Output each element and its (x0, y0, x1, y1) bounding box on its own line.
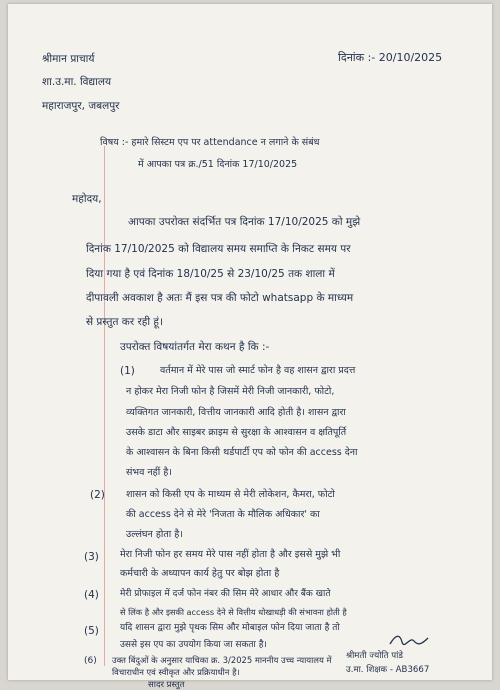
point-line: उसके डाटा और साइबर क्राइम से सुरक्षा के आश्वासन व क्षतिपूर्ति (126, 427, 347, 438)
addressee-line-2: शा.उ.मा. विद्यालय (42, 76, 112, 88)
point-number: (5) (84, 625, 99, 637)
signatory-designation: उ.मा. शिक्षक - AB3667 (346, 665, 430, 675)
addressee-line-3: महाराजपुर, जबलपुर (42, 100, 120, 112)
point-line: की access देने से मेरे 'निजता के मौलिक अधिकार' का (126, 509, 320, 520)
signatory-name: श्रीमती ज्योति पांडे (346, 651, 403, 661)
intro-line: आपका उपरोक्त संदर्भित पत्र दिनांक 17/10/2025 को मुझे (128, 216, 361, 228)
point-line: न होकर मेरा निजी फोन है जिसमें मेरी निजी जानकारी, फोटो, (126, 386, 335, 397)
point-line: मेरी प्रोफाइल में दर्ज फोन नंबर की सिम मेरे आधार और बैंक खाते (120, 589, 331, 599)
point-number: (4) (84, 589, 99, 601)
margin-line (104, 146, 105, 666)
point-line: यदि शासन द्वारा मुझे पृथक सिम और मोबाइल फोन दिया जाता है तो (120, 623, 340, 633)
intro-line: से प्रस्तुत कर रही हूं। (86, 316, 163, 328)
subject-line-1: विषय :- हमारे सिस्टम एप पर attendance न लगाने के संबंध (100, 137, 320, 148)
point-number: (6) (84, 656, 97, 666)
letter-page (8, 4, 492, 690)
point-line: के आश्वासन के बिना किसी थर्डपार्टी एप को फोन की access देना (126, 447, 358, 458)
point-number: (2) (90, 489, 105, 501)
point-line: वर्तमान में मेरे पास जो स्मार्ट फोन है वह शासन द्वारा प्रदत्त (160, 365, 356, 376)
handwritten-signature (388, 632, 430, 648)
point-line: शासन को किसी एप के माध्यम से मेरी लोकेशन, कैमरा, फोटो (126, 489, 335, 500)
salutation: महोदय, (72, 193, 102, 205)
intro-line: दीपावली अवकाश है अतः मैं इस पत्र की फोटो whatsapp के माध्यम (86, 292, 354, 304)
point-line: उससे इस एप का उपयोग किया जा सकता है। (120, 640, 267, 650)
addressee-line-1: श्रीमान प्राचार्य (42, 53, 95, 65)
point-line: मेरा निजी फोन हर समय मेरे पास नहीं होता है और इससे मुझे भी (120, 549, 341, 560)
statement-heading: उपरोक्त विषयांतर्गत मेरा कथन है कि :- (120, 341, 270, 353)
closing-text: सादर प्रस्तुत (148, 680, 185, 690)
letter-date: दिनांक :- 20/10/2025 (338, 51, 443, 64)
point-number: (3) (84, 551, 99, 563)
point-line: विचाराधीन एवं स्वीकृत और प्रक्रियाधीन है। (112, 667, 240, 677)
point-line: कर्मचारी के अध्यापन कार्य हेतु पर बोझ होता है (120, 568, 280, 579)
point-number: (1) (120, 365, 135, 377)
intro-line: दिनांक 17/10/2025 को विद्यालय समय समाप्ति के निकट समय पर (86, 243, 351, 255)
point-line: से लिंक है और इसकी access देने से वित्तीय धोखाधड़ी की संभावना होती है (120, 607, 347, 617)
point-line: उल्लंघन होता है। (126, 529, 183, 540)
subject-line-2: में आपका पत्र क्र./51 दिनांक 17/10/2025 (138, 159, 298, 170)
point-line: उक्त बिंदुओं के अनुसार याचिका क्र. 3/2025 माननीय उच्च न्यायालय में (112, 655, 332, 665)
point-line: व्यक्तिगत जानकारी, वित्तीय जानकारी आदि होती है। शासन द्वारा (126, 407, 346, 418)
point-line: संभव नहीं है। (126, 467, 172, 478)
intro-line: दिया गया है एवं दिनांक 18/10/25 से 23/10/25 तक शाला में (86, 268, 335, 280)
